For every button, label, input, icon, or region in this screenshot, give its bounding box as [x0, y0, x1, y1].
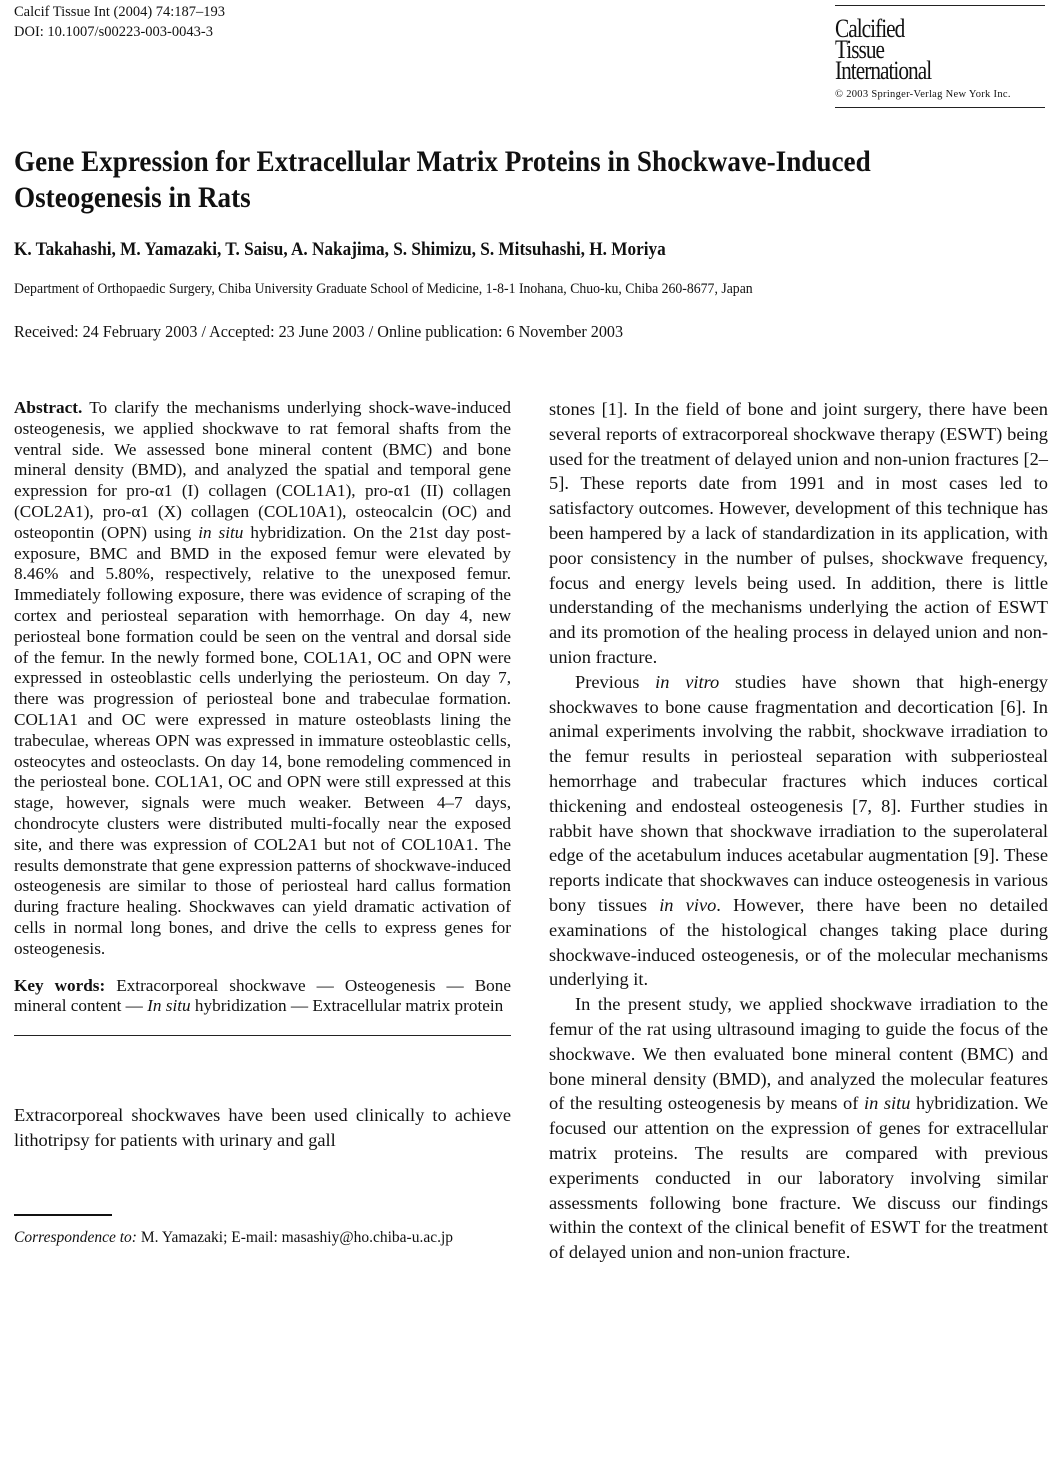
abstract-label: Abstract. [14, 398, 83, 417]
abstract-italic: in situ [198, 522, 244, 542]
section-divider [14, 1035, 511, 1036]
italic-run: in situ [863, 1093, 911, 1114]
abstract-text: To clarify the mechanisms underlying shock-wave-induced osteogenesis, we applied shockwave to rat femoral shafts from the ventral side. We assessed bone mineral content (BMC) and bone mineral density (BMD), and analyzed the spatial and temporal gene expression for pro-α1 (I) collagen (COL1A1), pro-α1 (II) collagen (COL2A1), pro-α1 (X) collagen (COL10A1), osteocalcin (OC) and osteopontin (OPN) using [14, 398, 511, 542]
correspondence-footnote [14, 1229, 511, 1246]
keywords [14, 976, 511, 1018]
doi: DOI: 10.1007/s00223-003-0043-3 [14, 24, 213, 40]
intro-paragraph-2 [549, 670, 1048, 992]
paper-title: Gene Expression for Extracellular Matrix Proteins in Shockwave-Induced Osteogenesis in Rats [14, 146, 871, 214]
journal-header [14, 2, 225, 42]
intro-paragraph-3 [549, 992, 1048, 1265]
abstract-text-cont: hybridization. On the 21st day post-exposure, BMC and BMD in the exposed femur were elevated by 8.46% and 5.80%, respectively, relative to the unexposed femur. Immediately following exposure, there was evidence of scraping of the cortex and periosteal separation with hemorrhage. On day 4, new periosteal bone formation could be seen on the ventral and dorsal side of the femur. In the newly formed bone, COL1A1, OC and OPN were expressed in osteoblastic cells underlying the periosteum. On day 7, there was progression of periosteal bone and trabeculae formation. COL1A1 and OC were expressed in mature osteoblasts lining the trabeculae, whereas OPN was expressed in immature osteoblastic cells, osteocytes and osteoclasts. On day 14, bone remodeling commenced in the periosteal bone. COL1A1, OC and OPN were still expressed at this stage, however, signals were much weaker. Between 4–7 days, chondrocyte clusters were distributed multi-focally near the exposed site, and there was expression of COL2A1 but not of COL10A1. The results demonstrate that gene expression patterns of shockwave-induced osteogenesis are similar to those of periosteal hard callus formation during fracture healing. Shockwaves can yield dramatic activation of cells in normal long bones, and drive the cells to express genes for osteogenesis. [14, 522, 512, 958]
affiliation: Department of Orthopaedic Surgery, Chiba University Graduate School of Medicine, 1-8-1 Inohana, Chuo-ku, Chiba 260-8677, Japan [14, 281, 753, 297]
logo-line-2: Tissue [835, 35, 885, 64]
copyright: © 2003 Springer-Verlag New York Inc. [835, 89, 1011, 100]
logo-line-3: International [835, 56, 932, 85]
text-run: Previous [575, 671, 656, 692]
text-run: studies have shown that high-energy shockwaves to bone cause fragmentation and decortication [6]. In animal experiments involving the rabbit, shockwave irradiation to the femur results in periosteal separation with subperiosteal hemorrhage and trabecular fractures which induces cortical thickening and endosteal osteogenesis [7, 8]. Further studies in rabbit have shown that shockwave irradiation to the superolateral edge of the acetabulum induces acetabular augmentation [9]. These reports indicate that shockwaves can induce osteogenesis in various bony tissues [549, 671, 1048, 915]
logo-top-rule [835, 5, 1045, 6]
text-run: hybridization. We focused our attention on the expression of genes for extracellular matrix proteins. The results are compared with previous experiments conducted in our laboratory involving similar assessments following bone fracture. We discuss our findings within the context of the clinical benefit of ESWT for the treatment of delayed union and non-union fracture. [549, 1093, 1048, 1263]
keywords-text: Extracorporeal shockwave — Osteogenesis — Bone mineral content — [14, 975, 511, 1016]
journal-citation: Calcif Tissue Int (2004) 74:187–193 [14, 4, 226, 20]
keywords-text-cont: hybridization — Extracellular matrix protein [190, 996, 504, 1016]
journal-logo [835, 14, 1007, 85]
left-column [14, 398, 511, 1246]
keywords-italic: In situ [147, 996, 191, 1016]
publication-dates: Received: 24 February 2003 / Accepted: 23 June 2003 / Online publication: 6 November 2003 [14, 322, 624, 341]
footnote-text: M. Yamazaki; E-mail: masashiy@ho.chiba-u.ac.jp [136, 1228, 454, 1246]
authors: K. Takahashi, M. Yamazaki, T. Saisu, A. Nakajima, S. Shimizu, S. Mitsuhashi, H. Moriya [14, 240, 666, 260]
italic-run: in vivo [659, 894, 717, 915]
logo-line-1: Calcified [835, 14, 905, 43]
abstract [14, 398, 511, 960]
journal-logo-box [835, 5, 1045, 108]
right-column [549, 397, 1048, 1265]
footnote-rule [14, 1214, 112, 1216]
text-run: . However, there have been no detailed examinations of the histological changes taking place during shockwave-induced osteogenesis, or of the molecular mechanisms underlying it. [549, 894, 1048, 990]
intro-paragraph-1: stones [1]. In the field of bone and joint surgery, there have been several reports of extracorporeal shockwave therapy (ESWT) being used for the treatment of delayed union and non-union fractures [2–5]. These reports date from 1991 and in most cases led to satisfactory outcomes. However, development of this technique has been hampered by a lack of standardization in its application, with poor consistency in the number of pulses, shockwave frequency, focus and energy levels being used. In addition, there is little understanding of the mechanisms underlying the action of ESWT and its promotion of the healing process in delayed union and non-union fracture. [549, 399, 1048, 667]
intro-paragraph-start: Extracorporeal shockwaves have been used clinically to achieve lithotripsy for patients with urinary and gall [14, 1105, 511, 1150]
text-run: In the present study, we applied shockwave irradiation to the femur of the rat using ultrasound imaging to guide the focus of the shockwave. We then evaluated bone mineral content (BMC) and bone mineral density (BMD), and analyzed the molecular features of the resulting osteogenesis by means of [549, 994, 1048, 1114]
italic-run: in vitro [655, 671, 720, 692]
footnote-label: Correspondence to: [14, 1228, 137, 1246]
logo-bottom-rule [835, 107, 1045, 108]
keywords-label: Key words: [14, 975, 106, 995]
